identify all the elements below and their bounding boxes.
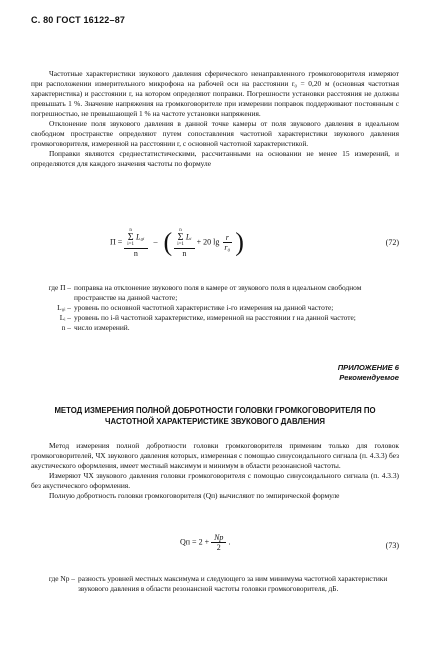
definition-item: L₀ᵢ – уровень по основной частотной характеристике i-го измерения на данной частоте; bbox=[57, 303, 334, 312]
formula-72-lhs: П = bbox=[110, 237, 123, 247]
formula-72: П = n Σ i=1 L₀ᵢ n – ( n Σ i=1 Lᵢ n + 20 lg $\frac{r}{\text{r₀}}$ ) bbox=[110, 227, 244, 258]
formula-73: Qп = 2 + $\frac{Nр}{2}$ . bbox=[180, 533, 231, 552]
paragraph-3: Поправки являются среднестатистическими, рассчитанными на основании не менее 15 измерений, и определяются для каждого значения частоты по формуле bbox=[31, 149, 399, 168]
definition-item: где Nр – разность уровней местных максимума и следующего за ним минимума частотной характеристики звукового давления в области резонансной частоты головки громкоговорителя, дБ. bbox=[48, 574, 388, 593]
definitions-73 bbox=[31, 574, 399, 594]
formula-73-fraction: $\frac{Nр}{2}$ bbox=[211, 533, 226, 552]
section-text-top bbox=[31, 69, 399, 169]
section-title: МЕТОД ИЗМЕРЕНИЯ ПОЛНОЙ ДОБРОТНОСТИ ГОЛОВКИ ГРОМКОГОВОРИТЕЛЯ ПО ЧАСТОТНОЙ ХАРАКТЕРИСТИКЕ ЗВУКОВОГО ДАВЛЕНИЯ bbox=[54, 406, 376, 426]
paragraph-4: Метод измерения полной добротности головки громкоговорителя применим только для головок громкоговорителей, ЧХ звукового давления которых, измеренная с помощью синусоидального сигнала (п. 4.3.3) без акустического оформления, имеет местный максимум и минимум в области резонансной частоты. bbox=[31, 441, 399, 470]
definitions-72 bbox=[31, 283, 399, 333]
formula-72-fraction-r: $\frac{r}{\text{r₀}}$ bbox=[224, 233, 231, 252]
formula-72-fraction-2: n Σ i=1 Lᵢ n bbox=[174, 227, 194, 258]
equation-number-72: (72) bbox=[385, 238, 399, 247]
appendix-number: ПРИЛОЖЕНИЕ 6 bbox=[337, 363, 399, 372]
paragraph-5: Измеряют ЧХ звукового давления головки громкоговорителя с помощью синусоидального сигнала (п. 4.3.3) без акустического оформления. bbox=[31, 471, 399, 490]
formula-72-fraction-1: n Σ i=1 L₀ᵢ n bbox=[124, 227, 147, 258]
paragraph-1: Частотные характеристики звукового давления сферического ненаправленного громкоговорителя измеряют при расположении измерительного микрофона на рабочей оси на расстоянии r₀ = 0,20 м (основная частотная характеристика) и расстоянии r, на котором определяют поправки. Погрешности установки расстояния не должны превышать 1 %. Значение напряжения на громкоговорителе при измерении поправок поддерживают постоянным с погрешностью, не превышающей 1 % на частоте установки напряжения. bbox=[31, 69, 399, 118]
section-text-bottom bbox=[31, 441, 399, 501]
definition-item: где П – поправка на отклонение звукового поля в камере от звукового поля в идеальном свободном пространстве на данной частоте; bbox=[48, 283, 362, 302]
appendix-status: Рекомендуемое bbox=[339, 373, 399, 382]
equation-number-73: (73) bbox=[385, 541, 399, 550]
definition-item: n – число измерений. bbox=[61, 323, 130, 332]
definition-item: Lᵢ – уровень по i-й частотной характеристике, измеренной на расстоянии r на данной частоте; bbox=[59, 313, 356, 322]
paragraph-2: Отклонение поля звукового давления в данной точке камеры от поля звукового давления в идеальном свободном пространстве определяют путем сопоставления частотной характеристики звукового давления громкоговорителя, измеренной на расстоянии r, с основной частотной характеристикой. bbox=[31, 119, 399, 148]
page-header: С. 80 ГОСТ 16122–87 bbox=[31, 15, 126, 25]
paragraph-6: Полную добротность головки громкоговорителя (Qп) вычисляют по эмпирической формуле bbox=[49, 491, 340, 500]
appendix-label bbox=[338, 363, 399, 383]
